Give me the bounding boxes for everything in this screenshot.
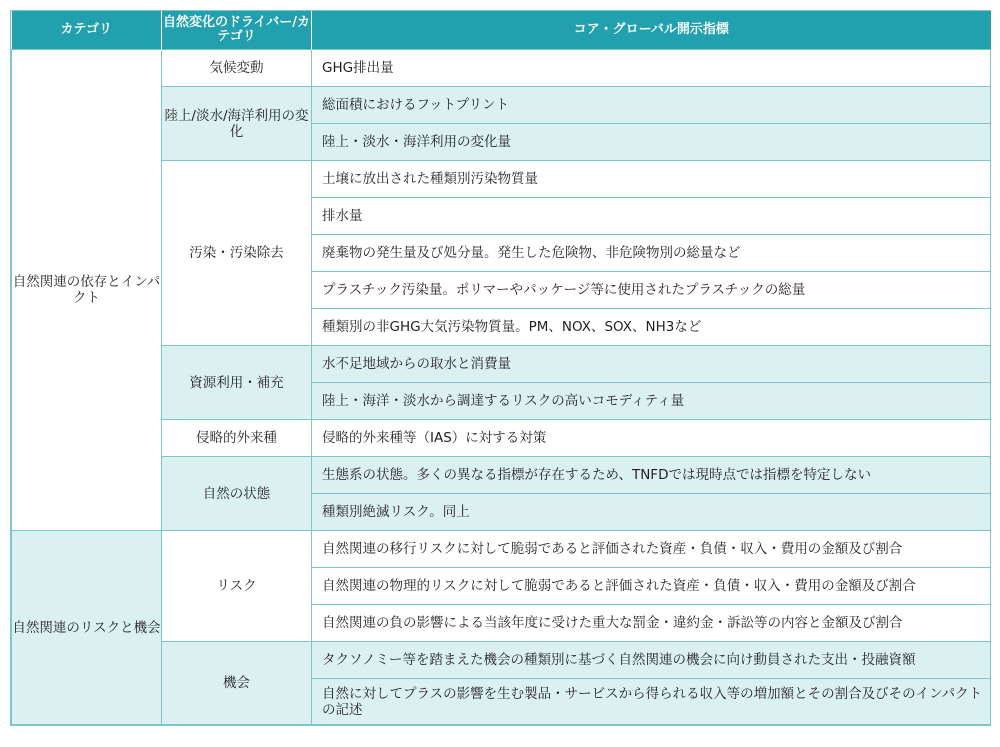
indicator-cell: 種類別の非GHG大気汚染物質量。PM、NOX、SOX、NH3など: [312, 309, 991, 346]
header-indicator: コア・グローバル開示指標: [312, 11, 991, 50]
driver-state-of-nature: 自然の状態: [162, 457, 312, 531]
driver-land-use-change: 陸上/淡水/海洋利用の変化: [162, 87, 312, 161]
indicator-cell: 総面積におけるフットプリント: [312, 87, 991, 124]
driver-climate-change: 気候変動: [162, 50, 312, 87]
indicator-cell: 陸上・淡水・海洋利用の変化量: [312, 124, 991, 161]
indicator-cell: 廃棄物の発生量及び処分量。発生した危険物、非危険物別の総量など: [312, 235, 991, 272]
indicator-cell: プラスチック汚染量。ポリマーやパッケージ等に使用されたプラスチックの総量: [312, 272, 991, 309]
driver-risk: リスク: [162, 531, 312, 642]
driver-pollution: 汚染・汚染除去: [162, 161, 312, 346]
indicator-cell: 種類別絶滅リスク。同上: [312, 494, 991, 531]
indicator-cell: 陸上・海洋・淡水から調達するリスクの高いコモディティ量: [312, 383, 991, 420]
disclosure-table: [11, 11, 991, 725]
indicator-cell: 水不足地域からの取水と消費量: [312, 346, 991, 383]
indicator-cell: 侵略的外来種等（IAS）に対する対策: [312, 420, 991, 457]
category-risks-opportunities: 自然関連のリスクと機会: [12, 531, 162, 725]
indicator-cell: 土壌に放出された種類別汚染物質量: [312, 161, 991, 198]
table-header-row: [12, 11, 991, 50]
indicator-cell: 自然関連の負の影響による当該年度に受けた重大な罰金・違約金・訴訟等の内容と金額及び割合: [312, 605, 991, 642]
indicator-cell: 排水量: [312, 198, 991, 235]
indicator-cell: タクソノミー等を踏まえた機会の種類別に基づく自然関連の機会に向け動員された支出・投融資額: [312, 642, 991, 679]
indicator-cell: 生態系の状態。多くの異なる指標が存在するため、TNFDでは現時点では指標を特定しない: [312, 457, 991, 494]
disclosure-table-container: [10, 10, 991, 726]
indicator-cell: 自然関連の移行リスクに対して脆弱であると評価された資産・負債・収入・費用の金額及び割合: [312, 531, 991, 568]
driver-invasive-species: 侵略的外来種: [162, 420, 312, 457]
indicator-cell: 自然に対してプラスの影響を生む製品・サービスから得られる収入等の増加額とその割合及びそのインパクトの記述: [312, 679, 991, 725]
driver-resource-use: 資源利用・補充: [162, 346, 312, 420]
driver-opportunity: 機会: [162, 642, 312, 725]
header-category: カテゴリ: [12, 11, 162, 50]
header-driver: 自然変化のドライバー/カテゴリ: [162, 11, 312, 50]
indicator-cell: 自然関連の物理的リスクに対して脆弱であると評価された資産・負債・収入・費用の金額及び割合: [312, 568, 991, 605]
indicator-cell: GHG排出量: [312, 50, 991, 87]
category-dependencies-impacts: 自然関連の依存とインパクト: [12, 50, 162, 531]
